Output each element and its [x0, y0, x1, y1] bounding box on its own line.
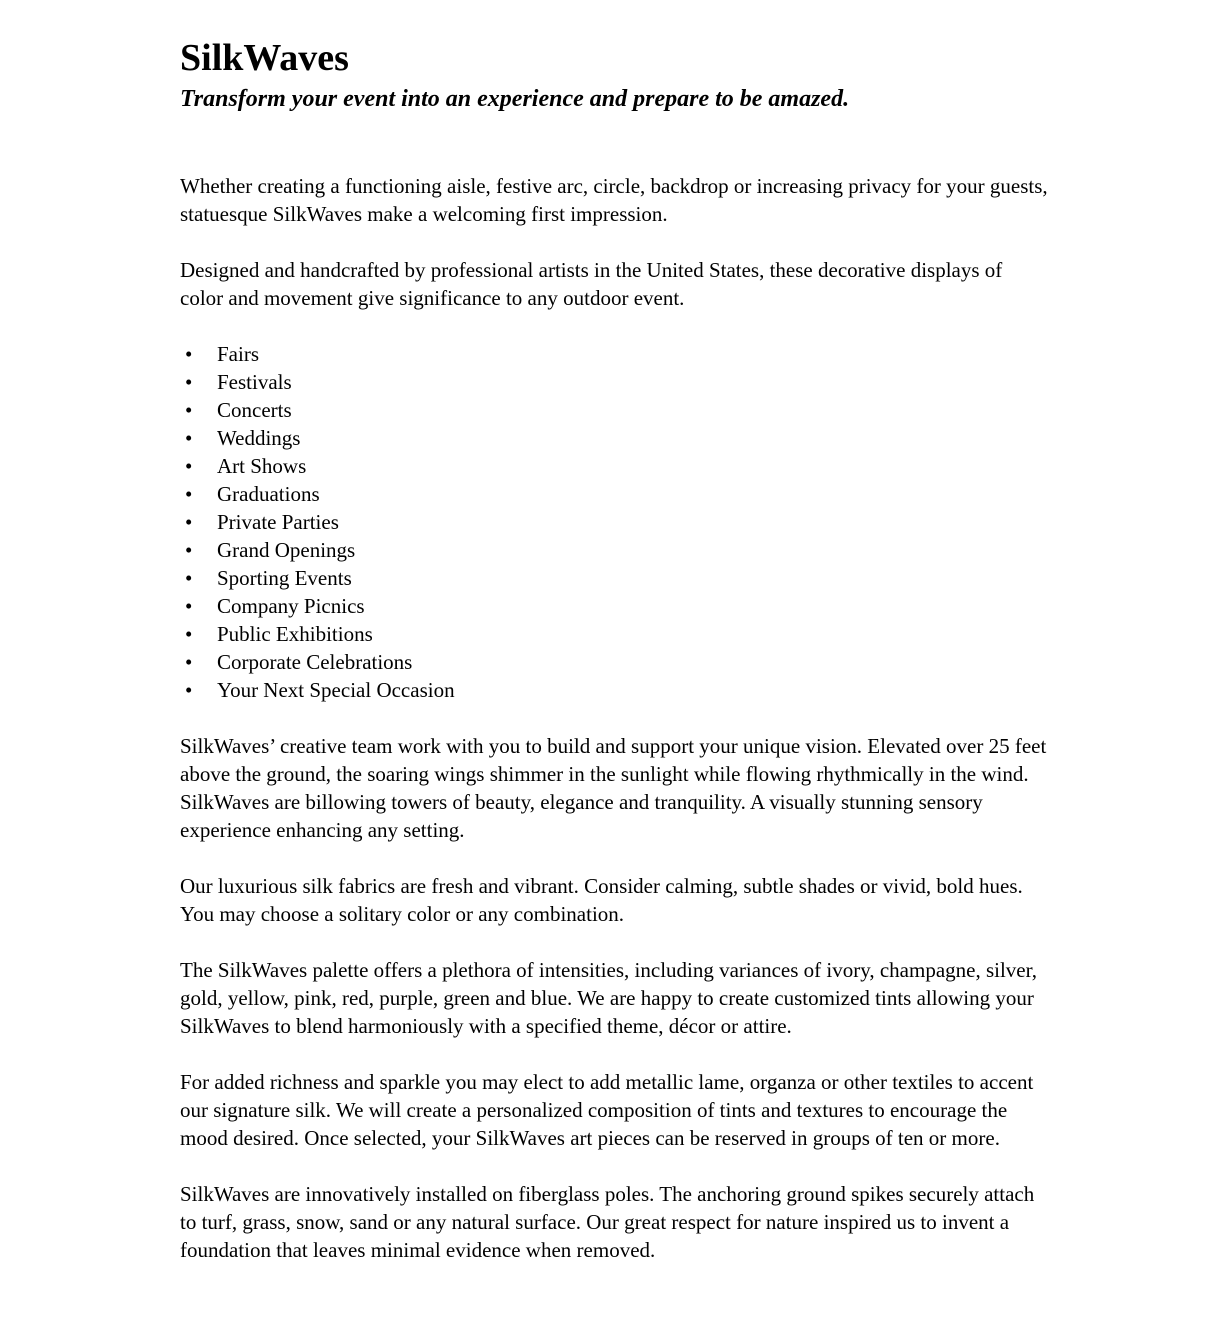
- event-type-list: [180, 340, 1048, 704]
- event-item-your-next-special-occasion: • Your Next Special Occasion: [180, 676, 1048, 704]
- event-item-art-shows: • Art Shows: [180, 452, 1048, 480]
- event-item-fairs: • Fairs: [180, 340, 1048, 368]
- event-item-corporate-celebrations: • Corporate Celebrations: [180, 648, 1048, 676]
- page-subtitle: Transform your event into an experience and prepare to be amazed.: [180, 86, 850, 112]
- event-item-festivals: • Festivals: [180, 368, 1048, 396]
- event-item-weddings: • Weddings: [180, 424, 1048, 452]
- event-item-private-parties: • Private Parties: [180, 508, 1048, 536]
- intro-paragraph-1: Whether creating a functioning aisle, festive arc, circle, backdrop or increasing privacy for your guests, statuesque SilkWaves make a welcoming first impression.: [180, 174, 1048, 226]
- event-item-graduations: • Graduations: [180, 480, 1048, 508]
- event-item-public-exhibitions: • Public Exhibitions: [180, 620, 1048, 648]
- intro-paragraph-2: Designed and handcrafted by professional artists in the United States, these decorative displays of color and movement give significance to any outdoor event.: [180, 258, 1003, 310]
- event-item-grand-openings: • Grand Openings: [180, 536, 1048, 564]
- body-paragraph-creative-team: SilkWaves’ creative team work with you to build and support your unique vision. Elevated over 25 feet above the ground, the soaring wings shimmer in the sunlight while flowing rhythmically in the wind. SilkWaves are billowing towers of beauty, elegance and tranquility. A visually stunning sensory experience enhancing any setting.: [180, 734, 1047, 842]
- event-item-company-picnics: • Company Picnics: [180, 592, 1048, 620]
- body-paragraph-installation: SilkWaves are innovatively installed on fiberglass poles. The anchoring ground spikes securely attach to turf, grass, snow, sand or any natural surface. Our great respect for nature inspired us to invent a foundation that leaves minimal evidence when removed.: [180, 1182, 1035, 1262]
- page-title: SilkWaves: [180, 37, 349, 79]
- event-item-sporting-events: • Sporting Events: [180, 564, 1048, 592]
- body-paragraph-textures: For added richness and sparkle you may elect to add metallic lame, organza or other textiles to accent our signature silk. We will create a personalized composition of tints and textures to encourage the mood desired. Once selected, your SilkWaves art pieces can be reserved in groups of ten or more.: [180, 1070, 1034, 1150]
- event-item-concerts: • Concerts: [180, 396, 1048, 424]
- body-paragraph-fabrics: Our luxurious silk fabrics are fresh and vibrant. Consider calming, subtle shades or vivid, bold hues. You may choose a solitary color or any combination.: [180, 874, 1023, 926]
- body-paragraph-palette: The SilkWaves palette offers a plethora of intensities, including variances of ivory, champagne, silver, gold, yellow, pink, red, purple, green and blue. We are happy to create customized tints allowing your SilkWaves to blend harmoniously with a specified theme, décor or attire.: [180, 958, 1038, 1038]
